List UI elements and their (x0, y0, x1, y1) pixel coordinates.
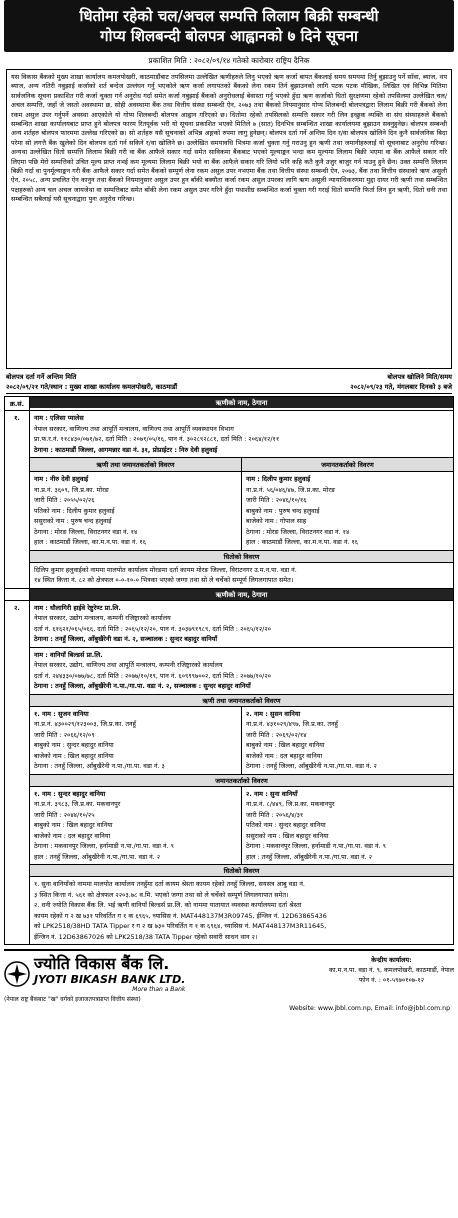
company-name: नाम : वानियाँ बिल्डर्स प्रा.लि. (34, 650, 103, 659)
borrower-header: ऋणीको नाम, ठेगाना (30, 589, 453, 600)
guarantor-line: ठेगाना : मकवानपुर जिल्ला, हर्नामाडी न.पा./गा.पा. वडा नं. ९ (246, 842, 386, 850)
guarantor-name: नाम : दिलीप कुमार हलुवाई (246, 475, 311, 483)
opening-date-value: २०८२/०९/२३ गते, मंगलबार दिनको ३ बजे (350, 383, 452, 391)
collateral-line: १. सुना वानियाँको नाममा मालपोत कार्यालय तनहुँमा दर्ता कायम श्रेस्ता कायम रहेको तनहुँ जिल्ला, सयसत्र आबु वडा नं. (34, 880, 305, 888)
guarantor-line: ठेगाना : मोरङ जिल्ला, विराटनगर वडा नं. १४ (246, 527, 350, 536)
guarantor-line: हाल : तनहुँ जिल्ला, आँबुखैरेनी न.पा./गा.पा. वडा नं. २ (246, 852, 373, 861)
guarantor-card (241, 472, 453, 550)
borrower-table (4, 396, 454, 945)
banner-line-2: गोप्य शिलबन्दी बोलपत्र आह्वानको ७ दिने सूचना (100, 27, 358, 45)
company-line: दर्ता नं. २४४३३०/०७७/७८, दर्ता मिति : २०७७/१०/१९, पान नं. ६०९९९७००२, दर्ता मिति : २०७७/१०/२० (34, 671, 271, 680)
collateral-header: धितोको विवरण (30, 550, 453, 563)
guarantor-line: ना.प्र.नं. ४३१०२९/४९७, जि.प्र.का. तनहुँ (246, 720, 338, 728)
deadline-values (6, 382, 452, 394)
brand-name-nepali: ज्योति विकास बैंक लि. (34, 954, 170, 973)
guarantor-card (30, 472, 241, 550)
guarantor-line: बाबुको नाम : खिल बहादुर वानिया (246, 741, 325, 749)
guarantor-line: हाल : काठमाडौं जिल्ला, का.म.न.पा. वडा नं. १६ (34, 538, 147, 546)
borrower-name: नाम : एलिसा प्यालेस (34, 414, 84, 422)
collateral-line: ईन्जिन नं. 12D63867026 को LPK2518/38 TATA Tipper रहेको सवारी साधन थान २। (34, 932, 258, 941)
collateral-line: दिलिप कुमार हलुवाईको नाममा मालपोत कार्यालय मोरङमा दर्ता कायम मोरङ जिल्ला, विराटनगर उ.म.न.पा. वडा नं. (34, 565, 297, 574)
banner-line-1: धितोमा रहेको चल/अचल सम्पत्ति लिलाम बिक्री सम्बन्धी (79, 7, 379, 25)
guarantor-line: ठेगाना : मोरङ जिल्ला, विराटनगर वडा नं. १४ (34, 527, 138, 536)
guarantor-card (241, 787, 453, 865)
guarantor-header: जमानतकर्ताको विवरण (241, 458, 453, 471)
guarantor-name: नाम : नीरु देवी हलुवाई (34, 475, 89, 483)
guarantor-line: बाजेको नाम : दल बहादुर वानिया (246, 751, 323, 760)
guarantor-line: बाजेको नाम : दल बहादुर वानिया (34, 831, 111, 840)
table-row (5, 411, 454, 589)
guarantor-line: बाजेको नाम : गोपाल साह (246, 517, 307, 525)
guarantor-line: पतिको नाम : दिलीप कुमार हलुवाई (34, 506, 115, 515)
guarantor-line: ना.प्र.नं. ५६/०४६/४७, जि.प्र.का. मोरङ (246, 485, 336, 494)
borrower-line: नेपाल सरकार, वाणिज्य तथा आपूर्ति मन्त्रालय, वाणिज्य तथा आपूर्ति व्यवस्थापन विभाग (34, 424, 234, 433)
guarantor-line: हाल : तनहुँ जिल्ला, आँबुखैरेनी न.पा./गा.पा. वडा नं. २ (34, 852, 161, 861)
collateral-line: २. धनी ज्योति विकास बैंक लि. भई ऋणी वानियाँ बिल्डर्स प्रा.लि. को नाममा यातायात व्यवस्था कार्यालयमा दर्ता श्रेस्ता (34, 901, 302, 909)
borrower-header: ऋणीको नाम, ठेगाना (30, 397, 453, 408)
registration-deadline-label: बोलपत्र दर्ता गर्ने अन्तिम मिति (6, 373, 77, 381)
brand-name-english: JYOTI BIKASH BANK LTD. (34, 973, 186, 986)
guarantor-line: जारी मिति : २०५५/०२/२६ (34, 496, 95, 504)
head-office (329, 955, 454, 1003)
opening-date-label: बोलपत्र खोलिने मिति/समय (387, 373, 452, 381)
guarantor-line: जारी मिति : २०४६/१०/१६ (246, 496, 307, 504)
guarantor-line: ठेगाना : मकवानपुर जिल्ला, हर्नामाडी न.पा./गा.पा. वडा नं. ९ (34, 842, 174, 850)
guarantor-header: ऋणी तथा जमानतकर्ताको विवरण (30, 694, 453, 707)
borrower-sn: २. (5, 600, 30, 945)
notice-page (4, 0, 454, 1012)
guarantor-line: जारी मिति : २०६९/०२/१४ (246, 730, 307, 739)
borrower-line: ठेगाना : तनहुँ जिल्ला, आँबुखैरेनी वडा नं. २, सञ्चालक : सुन्दर बहादुर वानियाँ (34, 635, 217, 643)
borrower-line: प्रा.फ.र.नं. ११८४३०/०७१/७२, दर्ता मिति : २०७१/०५/१६, पान नं. ३०२८९२८८१, दर्ता मिति : २०६४/१२/११ (34, 435, 280, 443)
registration-deadline-value: २०८२/०९/२१ गते/स्थान : मुख्य शाखा कार्यालय कमलपोखरी, काठमाडौं (6, 383, 178, 391)
guarantor-line: बाजेको नाम : खिल बहादुर वानिया (34, 751, 114, 760)
guarantor-card (30, 707, 241, 774)
guarantor-line: पतिको नाम : सुन्दर बहादुर वानिया (246, 821, 326, 829)
guarantor-line: ना.प्र.नं. ८/४४९, जि.प्र.का. मकवानपुर (246, 800, 335, 808)
guarantor-line: हाल : काठमाडौं जिल्ला, का.म.न.पा. वडा नं. १६ (246, 538, 359, 546)
guarantor-line: जारी मिति : २०५६/४/३१ (246, 810, 304, 819)
guarantor-line: बाबुको नाम : सुन्दर बहादुर वानिया (34, 741, 114, 749)
guarantor-line: बाबुको नाम : पुरुष चन्द हलुवाई (246, 506, 320, 515)
guarantor-line: ना.प्र.नं. ३६०९, जि.प्र.का. मोरङ (34, 485, 109, 494)
brand-tagline: More than a Bank (132, 986, 186, 993)
guarantor-header: जमानतकर्ताको विवरण (30, 774, 453, 787)
guarantor-name: २. नाम : सुना वानियाँ (246, 789, 298, 798)
notice-banner (4, 0, 454, 52)
guarantor-line: ना.प्र.नं. ४३००२९/१२३००३, जि.प्र.का. तनहुँ (34, 720, 136, 728)
borrower-sn: १. (5, 411, 30, 589)
deadline-labels (6, 372, 452, 381)
guarantor-line: जारी मिति : २०६६/१२/०९ (34, 730, 95, 739)
guarantor-name: २. नाम : सुसन वानिया (246, 709, 301, 718)
guarantor-line: ठेगाना : तनहुँ जिल्ला, आँबुखैरेनी न.पा./गा.पा. वडा नं. ३ (34, 762, 165, 770)
office-title: केन्द्रीय कार्यालय: (371, 956, 412, 964)
office-address: का.म.न.पा. वडा नं. ९, कमलपोखरी, काठमाडौं, नेपाल (329, 966, 454, 974)
guarantor-line: ससुराको नाम : खिल बहादुर वानिया (246, 831, 329, 840)
company-line: नेपाल सरकार, उद्योग, वाणिज्य तथा आपूर्ति मन्त्रालय, कम्पनी रजिष्ट्रारको कार्यालय (34, 661, 223, 669)
borrower-line: ठेगाना : काठमाडौं जिल्ला, आगमन्नार वडा नं. ३१, प्रोप्राईटर : निरु देवी हलुवाई (34, 445, 218, 454)
collateral-line: १४ स्थित कित्ता नं. ८२ को क्षेत्रफल ०-०-१०-० भित्रका भएको जग्गा तथा सो ले चर्चेको सम्पूर्ण लिगलगापात समेत। (34, 576, 294, 584)
bank-brand (4, 955, 185, 1003)
publication-date: प्रकाशित मिति : २०८२/०९/१४ गतेको कारोबार राष्ट्रिय दैनिक (148, 56, 310, 65)
guarantor-line: ससुराको नाम : पुरुष चन्द हलुवाई (34, 517, 112, 525)
sn-header: क्र.सं. (5, 397, 30, 411)
collateral-header: धितोको विवरण (30, 864, 453, 877)
borrower-line: दर्ता नं. ६१६२१/०६५/०६६, दर्ता मिति : २०६५/१२/२०, पान नं. ३०३७९१९८९, दर्ता मिति : २०६५/१२/२० (34, 624, 271, 633)
bank-logo-icon (4, 961, 30, 987)
borrower-line: नेपाल सरकार, उद्योग मन्त्रालय, कम्पनी रजिष्ट्रारको कार्यालय (34, 614, 171, 622)
collateral-line: को LPK2518/38HD TATA Tipper र ग २ ख ७३० परिवर्तित ग १ क ६९६४, च्यासिस नं. MAT448137M3R11645, (34, 922, 327, 930)
license-note: (नेपाल राष्ट्र बैंकबाट "ख" वर्गको इजाजतपत्रप्राप्त वित्तीय संस्था) (4, 996, 141, 1003)
bank-footer (4, 949, 454, 1003)
borrower-name: नाम : धौलागिरी हाईवे रेष्टुरेण्ट प्रा.लि. (34, 603, 121, 612)
table-row (5, 600, 454, 945)
guarantor-header: ऋणी तथा जमानतकर्ताको विवरण (30, 458, 241, 471)
collateral-line: ३ स्थित कित्ता नं. ५६१ को क्षेत्रफल २२०३.७८ व.मि. भएको जग्गा तथा सो ले चर्चेको सम्पूर्ण लिगलगापात समेत। (34, 890, 289, 899)
guarantor-name: १. नाम : सुन्दर बहादुर वानिया (34, 789, 106, 798)
guarantor-line: जारी मिति : २०४४/१०/२५ (34, 810, 95, 819)
office-phone: फोन नं. : ०१-५९७०१०७-१२ (358, 976, 425, 984)
guarantor-line: ना.प्र.नं. ३९८३, जि.प्र.का. मकवानपुर (34, 800, 121, 808)
guarantor-card (241, 707, 453, 774)
company-line: ठेगाना : तनहुँ जिल्ला, आँबुखैरेनी न.पा./गा.पा. वडा नं. २, सञ्चालक : सुन्दर बहादुर वानियाँ (34, 682, 251, 690)
guarantor-line: बाबुको नाम : खिल बहादुर वानिया (34, 821, 113, 829)
website-email: Website: www.jbbl.com.np, Email: info@jbbl.com.np (289, 1005, 450, 1012)
guarantor-card (30, 787, 241, 865)
guarantor-line: ठेगाना : तनहुँ जिल्ला, आँबुखैरेनी न.पा./गा.पा. वडा नं. २ (246, 762, 377, 770)
intro-paragraph: यस विकास बैंकको मुख्य शाखा कार्यालय कमलपोखरी, काठमाडौंबाट तपसिलमा उल्लेखित ऋणीहरुले लिनु भएको ऋण कर्जा बापत बैंकलाई समय समयमा तिर्नु बुझाउनु पर्ने साँवा, ब्याज, थप ब्याज, अन्य नतिरी नबुझाई कर्जाको शर्त बन्देज उल्लंघन गर्नु भएकोले ऋण कर्जा लगायतको बैंकको लेना रकम तिर्न बुझाउनको लागि पटक पटक मौखिक, लिखित एवं विभिन्न मितिमा सार्वजनिक सूचना प्रकाशित गरी कर्जा चुक्ता गर्न अनुरोध गर्दा समेत कर्जा नबुझाई बैंकको अनुरोधलाई बेवास्ता गर्नु भएको हुँदा ऋण कर्जाको धितो सुरक्षणमा रहेको तपसिलमा उल्लेखित चल/अचल सम्पत्ति, जहाँ जे जस्तो अवस्थामा छ, सोही अवस्थामा बैंक तथा वित्तीय संस्था सम्बन्धी ऐन, २०७३ तथा बैंकको नियमानुसार गोप्य शिलबन्दी बोलपत्रद्वारा लिलाम बिक्री गरी बैंकको लेना रकम असुल उपर गर्नुपर्ने अवस्था आएकोले यो गोप्य शिलबन्दी बोलपत्र आह्वान गरिएको छ। धितोमा रहेको तपसिलको सम्पत्ति सकार गरी लिन इच्छुक व्यक्ति वा संघ संस्थाहरुले बैंकको सम्बन्धित शाखा कार्यालयबाट प्राप्त हुने बोलपत्र फारम रितपूर्वक भरी यो सूचना प्रकाशित भएको मितिले ७ (सात) दिनभित्र सम्बन्धित शाखा कार्यालयमा बुझाउन सक्नुहुनेछ। बोलपत्र सम्बन्धी अन्य शर्तहरु बोलपत्र फारममा उल्लेख गरिएको छ। सो शर्तहरु यसै सूचनाको अभिन्न अङ्गको रुपमा लागु हुनेछन्। बोलपत्र दर्ता गर्ने अन्तिम दिन र/वा बोलपत्र खोलिने दिन कुनै सार्वजनिक बिदा परेमा सो लगत्तै बैंक खुलेको दिन बोलपत्र दर्ता गर्न सकिने र/वा खोलिने छ। उल्लेखित समयावधि भित्रमा कर्जा चुक्ता गर्नु गराउनु हुन ऋणी तथा जमानीहरुलाई यो सूचनाबाट अनुरोध गरिन्छ। अन्यथा उल्लेखित धितो सम्पत्ति लिलाम बिक्री गरी वा बैंक आफैले सकार गर्दा समेत साविकमा बैंकबाट भएको मूल्याङ्कन भन्दा कम मूल्यमा लिलाम बिक्री भएमा वा बैंक आफैले सकार गरि लिएमा पछि मेरो सम्पत्तिको उचित मूल्य प्राप्त नभई कम मूल्यमा लिलाम बिक्री भयो वा बैंक आफैले सकार गरि लियो भनि कहि कतै कुनै उजुर बाजुर गर्न पाउनु हुने छैन। उक्त सम्पत्ति लिलाम बिक्री गर्दा वा पुनर्मूल्याङ्कन गरी बैंक आफैले सकार गर्दा समेत बैंकको सम्पूर्ण लेना रकम असुल उपर नभएमा बैंक तथा वित्तीय संस्था सम्बन्धी ऐन, २०७३, बैंक तथा वित्तीय संस्थाको ऋण असुली ऐन, २०५८, अन्य प्रचलित ऐन कानुन तथा बैंकको नियमानुसार असुल उपर हुन बाँकी बक्यौता कर्जा रकम असुल उपरका लागि ऋण असुली न्यायाधिकरणमा मुद्दा दायर गरी ऋणी तथा सम्बन्धित पक्षहरुको अन्य चल अचल जायजेथा वा सम्पत्तिबाट समेत बाँकी लेना रकम असुल उपर गरिने हुँदा यथाशीघ्र सम्बन्धित कर्जा चुक्ता गरी गराई धितो सम्पत्ति फिर्ता लिन हुन ऋणी, धितो धनी तथा सम्बन्धित सबैलाई यसै सूचनाद्वारा पुनः अनुरोध गरिन्छ। (6, 69, 452, 369)
collateral-line: कायम रहेको ग २ ख ७३१ परिवर्तित ग १ क ६९६५, च्यासिस नं. MAT448137M3R09745, ईन्जिन नं. 12D63865436 (34, 911, 327, 920)
guarantor-name: १. नाम : सुजन वानिया (34, 709, 89, 718)
